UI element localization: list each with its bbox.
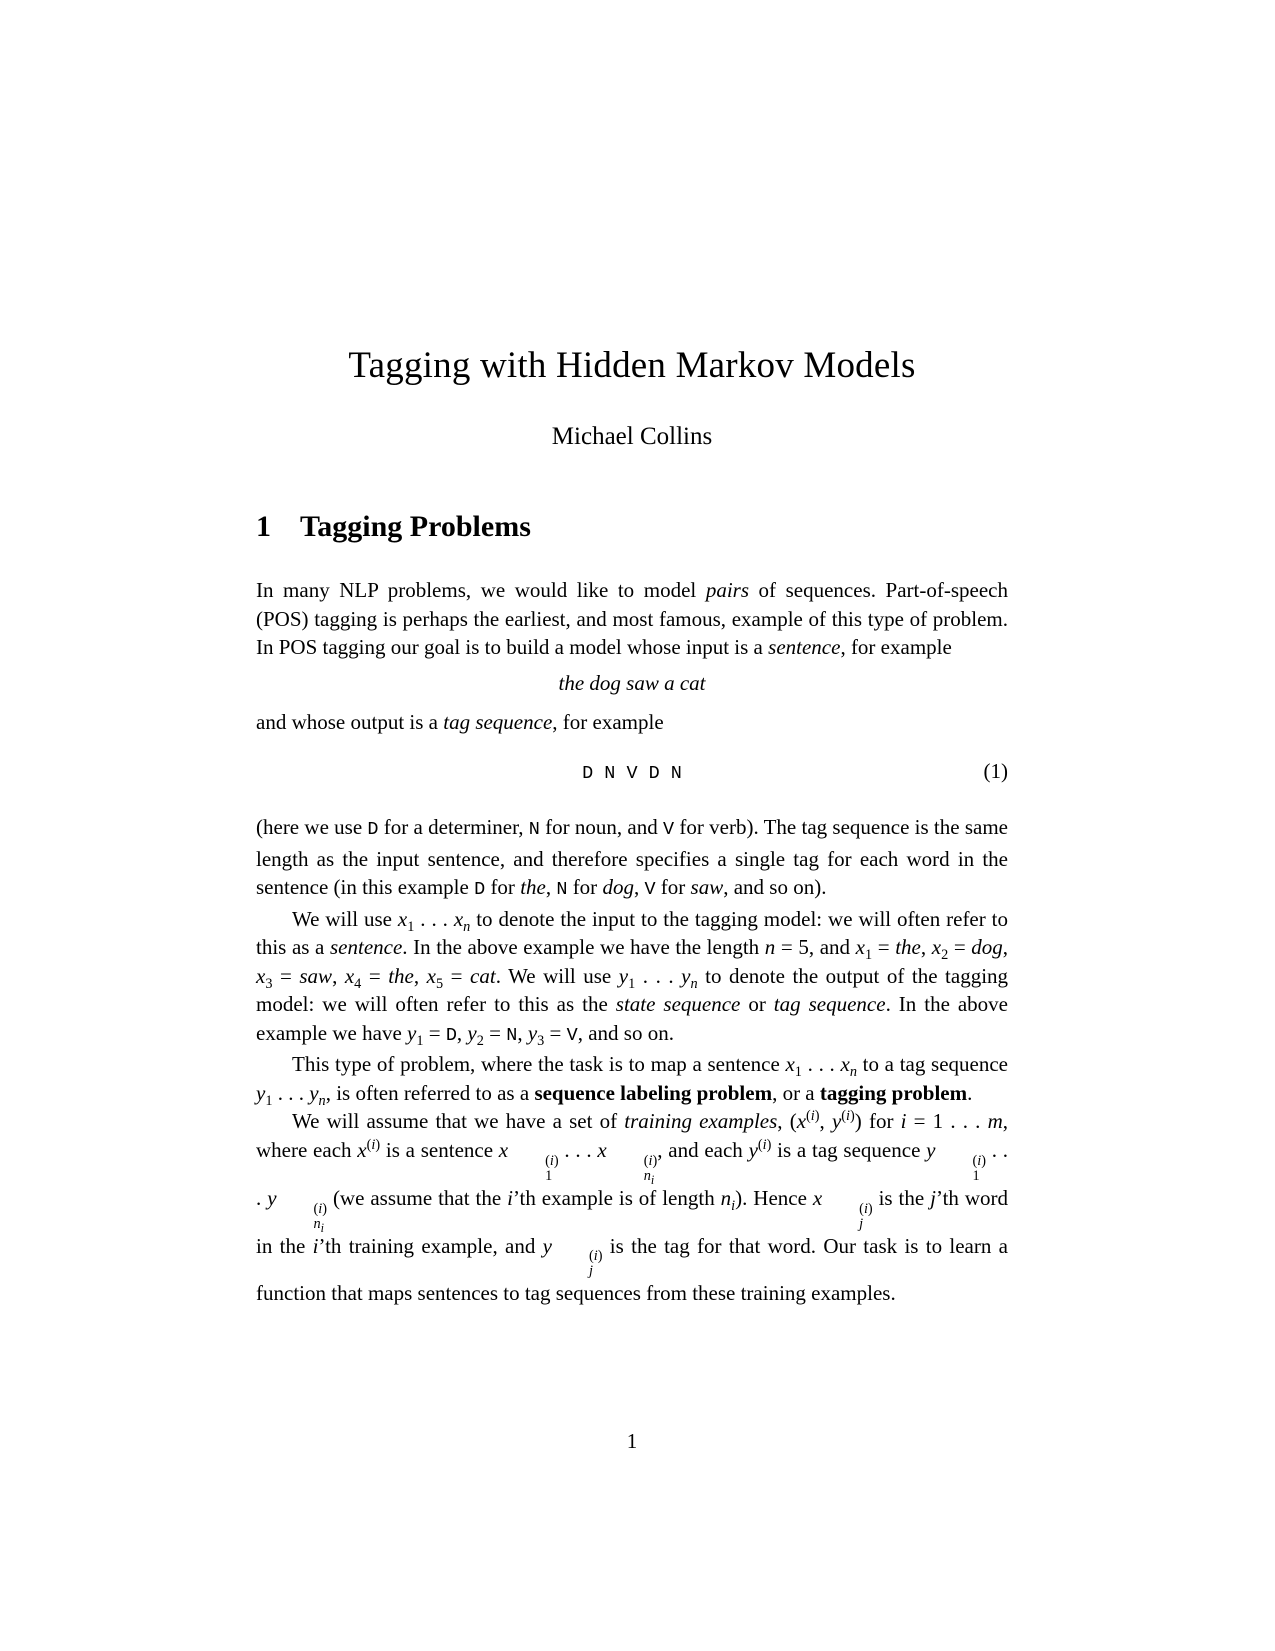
page-title: Tagging with Hidden Markov Models [348,345,916,386]
page-number: 1 [626,1429,638,1453]
section-title: Tagging Problems [300,510,531,544]
body-paragraph: (here we use D for a determiner, N for noun, and V for verb). The tag sequence is the same length as the input sentence, and therefore specifies a single tag for each word in the sentence (in this example D for the, N for dog, V for saw, and so on). [256,815,1009,901]
equation-content: D N V D N [582,762,682,784]
section-number: 1 [256,510,271,544]
text-column [256,0,1008,1651]
section-heading [256,509,1008,545]
body-paragraph: We will assume that we have a set of training examples, ($x^{(i)}$, $y^{(i)}$) for i = 1 . . . m, where each $x^{(i)}$ is a sentence x (i) 1 . . . x (i) $n_i$ , and each $y^{(i)}$ is a tag sequence y (i) 1 . . . y (i) $n_i$ (we assume that the i’th example is of length $n_i$). Hence x (i) j is the j’th word in the i’th training example, and y (i) j is the tag for that word. Our task is to learn a function that maps sentences to tag sequences from these training examples. [256,1108,1009,1306]
inline-example: the dog saw a cat [558,670,706,695]
equation [256,757,1008,789]
body-paragraph: and whose output is a tag sequence, for example [256,710,664,735]
equation-number: (1) [983,758,1008,783]
body-paragraph: In many NLP problems, we would like to model pairs of sequences. Part-of-speech (POS) tagging is perhaps the earliest, and most famous, example of this type of problem. In POS tagging our goal is to build a model whose input is a sentence, for example [256,578,1008,660]
document-body [256,576,1008,1307]
body-paragraph: We will use $x_1$ . . . $x_n$ to denote the input to the tagging model: we will often refer to this as a sentence. In the above example we have the length n = 5, and $x_1$ = the, $x_2$ = dog, $x_3$ = saw, $x_4$ = the, $x_5$ = cat. We will use $y_1$ . . . $y_n$ to denote the output of the tagging model: we will often refer to this as the state sequence or tag sequence. In the above example we have $y_1 = D$, $y_2 = N$, $y_3 = V$, and so on. [256,906,1009,1050]
author: Michael Collins [551,423,713,451]
body-paragraph: This type of problem, where the task is to map a sentence $x_1$ . . . $x_n$ to a tag sequence $y_1$ . . . $y_n$, is often referred to as a sequence labeling problem, or a tagging problem. [256,1052,1009,1110]
